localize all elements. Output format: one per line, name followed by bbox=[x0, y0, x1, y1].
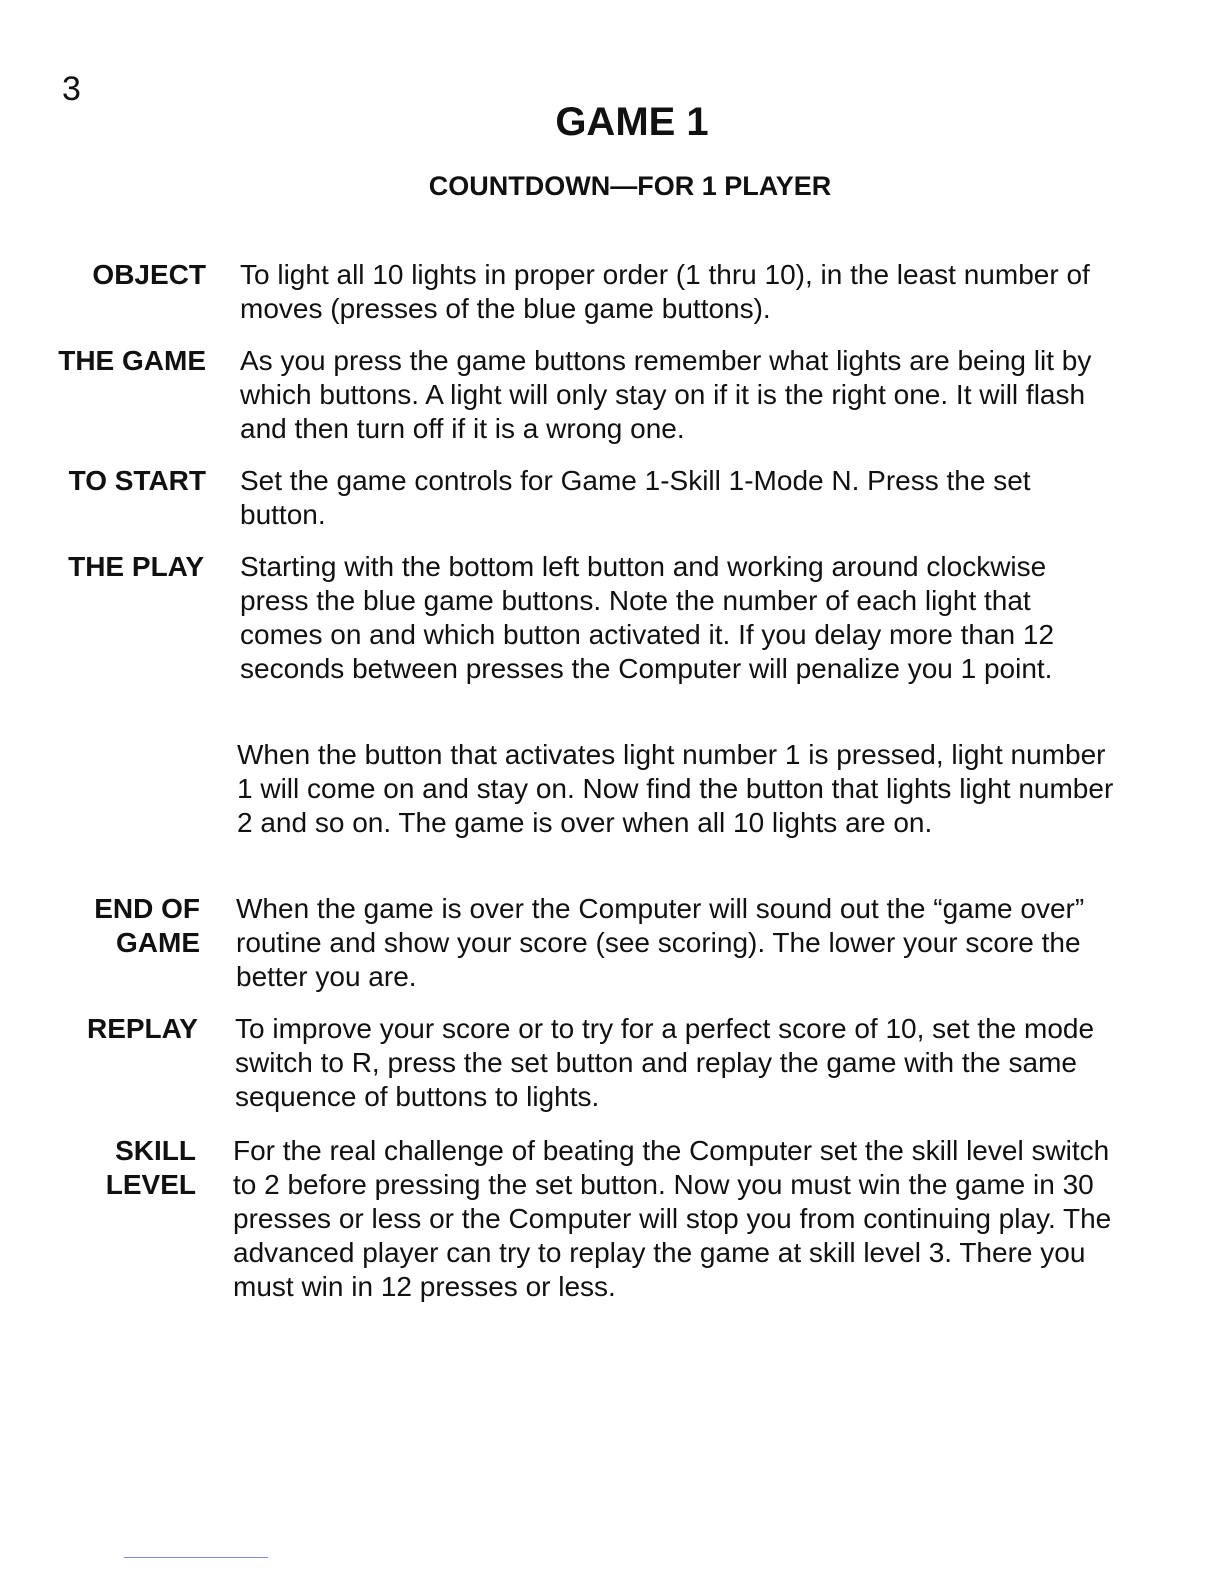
page-title: GAME 1 bbox=[555, 100, 709, 144]
section-label-object: OBJECT bbox=[92, 259, 206, 290]
section-text-replay: To improve your score or to try for a perfect score of 10, set the mode switch to R, press the set button and replay the game with the same sequence of buttons to lights. bbox=[235, 1013, 1095, 1112]
section-text-object: To light all 10 lights in proper order (1 thru 10), in the least number of moves (presses of the blue game buttons). bbox=[240, 259, 1090, 324]
section-label-the-play: THE PLAY bbox=[68, 551, 204, 582]
section-text-skill-level: For the real challenge of beating the Computer set the skill level switch to 2 before pressing the set button. Now you must win the game in 30 presses or less or the Computer will stop you from continuing play. The advanced player can try to replay the game at skill level 3. There you must win in 12 presses or less. bbox=[233, 1135, 1112, 1302]
section-label-the-game: THE GAME bbox=[58, 345, 206, 376]
page-number: 3 bbox=[62, 70, 81, 108]
section-text-end-of-game: When the game is over the Computer will sound out the “game over” routine and show your score (see scoring). The lower your score the better you are. bbox=[236, 893, 1085, 992]
page-subtitle: COUNTDOWN—FOR 1 PLAYER bbox=[428, 171, 832, 201]
section-label-end-of-game: END OF GAME bbox=[94, 893, 200, 958]
section-label-to-start: TO START bbox=[68, 465, 206, 496]
section-label-skill-level: SKILL LEVEL bbox=[105, 1135, 196, 1200]
section-text-the-game: As you press the game buttons remember what lights are being lit by which buttons. A light will only stay on if it is the right one. It will flash and then turn off if it is a wrong one. bbox=[240, 345, 1092, 444]
footer-rule bbox=[124, 1557, 268, 1558]
section-text-to-start: Set the game controls for Game 1-Skill 1-Mode N. Press the set button. bbox=[240, 465, 1031, 530]
section-text-the-play-2: When the button that activates light number 1 is pressed, light number 1 will come on and stay on. Now find the button that lights light number 2 and so on. The game is over when all 10 lights are on. bbox=[237, 739, 1114, 838]
section-text-the-play-1: Starting with the bottom left button and working around clockwise press the blue game buttons. Note the number of each light that comes on and which button activated it. If you delay more than 12 seconds between presses the Computer will penalize you 1 point. bbox=[240, 551, 1055, 684]
section-label-replay: REPLAY bbox=[86, 1013, 198, 1044]
